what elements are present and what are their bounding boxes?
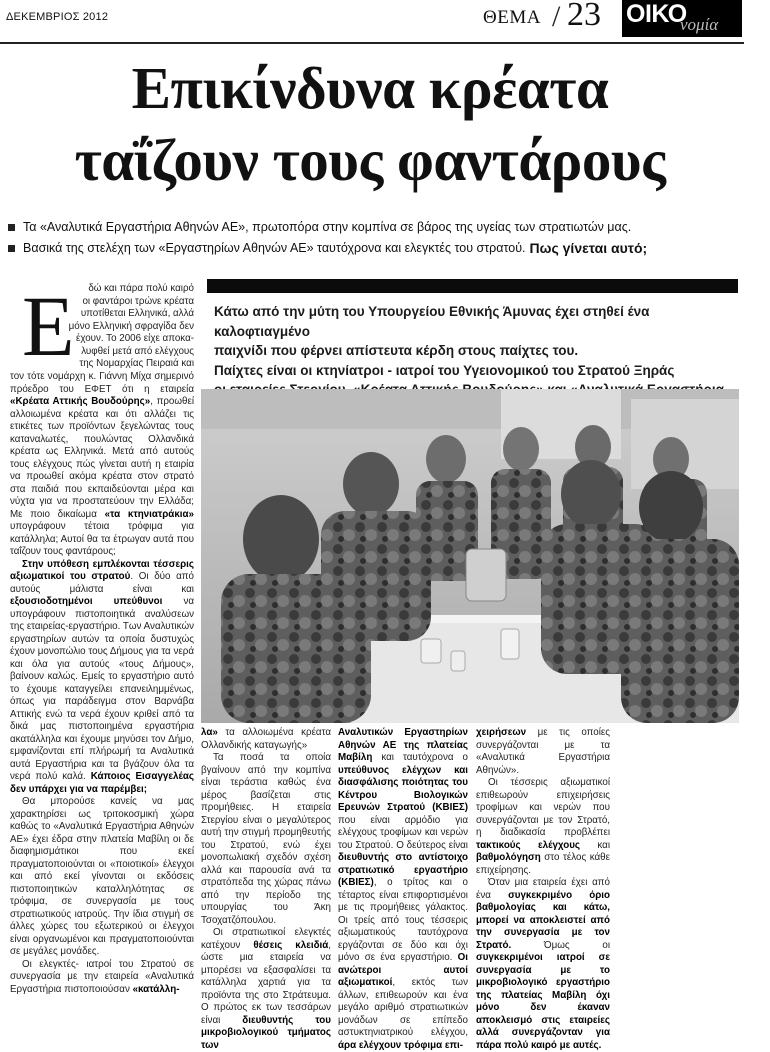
lead-line: Παίχτες είναι οι κτηνίατροι - ιατροί του Υγειονομικού του Στρατού Ξηράς: [214, 362, 675, 378]
section-logo: [622, 0, 742, 37]
text-run: . Οι δύο από αυτούς μάλιστα είναι και: [10, 571, 194, 595]
text-run: , ώστε μια εταιρεία να μπορέσει να εξασφαλίσει τα κατάλληλα χαρτιά για τα προϊόντα της στο Στράτευμα. Ο πρώτος εκ των τεσσάρων είναι: [201, 939, 331, 1026]
text-bold: Οι ανώτεροι αυτοί αξιωματικοί: [338, 952, 468, 988]
text-run: Όμως οι: [511, 939, 610, 951]
text-bold: συγκεκριμένοι ιατροί σε συνεργασία με το μικροβιολογικό εργαστήριο της πλατείας Μαβίλη όχι μόνο δεν έκαναν αποκλεισμό στις εταιρείες αλλά συνεργάζονταν για πάρα πολύ καιρό με αυτές.: [476, 952, 610, 1051]
lead-line: Κάτω από την μύτη του Υπουργείου Εθνικής Άμυνας έχει στηθεί ένα καλοφτιαγμένο: [214, 304, 650, 339]
lead-bar: [207, 279, 738, 293]
headline-line-1: Επικίνδυνα κρέατα: [131, 55, 609, 121]
text-bold: «τα κτηνιατράκια»: [104, 508, 194, 520]
paragraph: Θα μπορούσε κανείς να μας χαρακτηρίσει ως τριτοκοσμική χώρα καθώς το «Αναλυτικά Εργαστήρια Αθηνών ΑΕ» έχει έδρα στην πλατεία Μαβίλη οι δε διαφημισμάτικοι που εκεί πραγματοποιούνται οι «ποιοτικοί» έλεγχοι και από εκεί γίνονται οι εκδόσεις πιστοποιητικών καταλληλότητας σε τρόφιμα, σε συνεργασία με τους στρατιωτικούς ιατρούς. Την ίδια στιγμή σε άλλες χώρες του εξωτερικού οι έλεγχοι είναι οργανωμένοι και πραγματοποιούνται σε μεγάλες μονάδες.: [10, 796, 194, 957]
bullet-text: Τα «Αναλυτικά Εργαστήρια Αθηνών ΑΕ», πρωτοπόρα στην κομπίνα σε βάρος της υγείας των στρατιωτών μας.: [23, 220, 632, 234]
column-1-intro: [60, 283, 194, 371]
bullet-point: [8, 238, 768, 258]
text-run: με τις οποίες συνεργάζονται με τα «Αναλυτικά Εργαστήρια Αθηνών».: [476, 727, 610, 776]
text-run: , ο τρίτος και ο τέταρτος είναι επιφορτισμένοι με τις προμήθειες γάλακτος. Οι τρείς από τους τέσσερις αξιωματικούς ταυτόχρονα εργάζονται σε δύο και όχι μόνο σε ένα εργαστήριο.: [338, 877, 468, 963]
soldiers-photo-icon: [201, 389, 739, 723]
text-line: της Νομαρχίας Πειραιά και: [79, 358, 194, 369]
logo-secondary-text: νομία: [680, 15, 719, 34]
paragraph: Τα ποσά τα οποία βγαίνουν από την κομπίνα είναι τεράστια καθώς ένα μέρος βασίζεται στις προμήθειες. Η εταιρεία Στεργίου είναι ο μεγαλύτερος αυτή την στιγμή προμηθευτής του Στρατού, ενώ έχει μονοπωλιακή σχεδόν σχέση αλλά και παρουσία ανά τα στρατόπεδα της χώρας πάνω από την περίοδο της υπουργίας του Άκη Τσοχατζόπουλου.: [201, 752, 331, 926]
text-bold: Αναλυτικών Εργαστηρίων Αθηνών ΑΕ της πλατείας Μαβίλη: [338, 727, 468, 763]
headline-line-2: ταΐζουν τους φαντάρους: [74, 127, 666, 193]
page-number: 23: [567, 0, 601, 33]
text-line: δώ και πάρα πολύ καιρό: [88, 283, 194, 294]
text-run: , προωθεί αλλοιωμένα κρέατα και ότι αλλάζει τις ετικέτες των προϊόντων ξεγελώντας τους καταναλωτές, πουλώντας Ολλανδικά κρέατα ως Ελληνικά. Μετά από αυτούς τους ελέγχους πώς γίνεται αυτή η εταιρία να προωθεί ακόμα κρέατα στον στρατό στα παιδιά που εκπαιδεύονται μέρα και νύχτα για να προστατεύουν την Ελλάδα; Με ποιο δικαίωμα: [10, 396, 194, 520]
bullet-text: Βασικά της στελέχη των «Εργαστηρίων Αθηνών ΑΕ» ταυτόχρονα και ελεγκτές του στρατού.: [23, 241, 526, 255]
text-bold: συγκεκριμένο όριο βαθμολογίας και κάτω, μπορεί να αποκλειστεί από την συνεργασία με τον Στρατό.: [476, 889, 610, 951]
text-run: και ταυτόχρονα ο: [372, 752, 468, 763]
text-run: να υπογράφουν πιστοποιητικά αναλύσεων της εταιρείας-εργαστήριο. Των Αναλυτικών εργαστηρίων αυτών τα οποία δυστυχώς έχουν μονοπώλιο τους Δήμους για τα νερά και όλα για αυτούς «τους Δήμους», βαίνουν καλώς. Εμείς το εργαστήριο αυτό το έχουμε καταγγείλει επανειλημμένως, όπως για παράδειγμα στον Βαρνάβα Αττικής ενώ τα νερά έχουν κριθεί από τα δικά μας πιστοποιημένα εργαστήρια ακατάλληλα και έχουμε μηνύσει τον Δήμο, εμφανίζονται επί πλήρωμή τα Αναλυτικά αυτά Εργαστήρια και τα βγάζουν όλα τα νερά πολύ καλά.: [10, 596, 194, 782]
section-label: ΘΕΜΑ: [483, 7, 541, 28]
text-bold: θέσεις κλειδιά: [253, 939, 329, 951]
drop-cap: Ε: [22, 278, 75, 374]
header-rule: [0, 42, 744, 44]
column-4: [476, 727, 611, 1051]
text-bold: άρα ελέγχουν τρόφιμα επι-: [338, 1039, 463, 1051]
text-run: , εκτός των άλλων, επιθεωρούν και ένα μεγάλο αριθμό στρατιωτικών μονάδων σε επίπεδο αστυκτηνιατρικού ελέγχου,: [338, 977, 468, 1038]
bullet-point: [8, 217, 768, 237]
text-run: Οι ελεγκτές- ιατροί του Στρατού σε συνεργασία με την εταιρεία «Αναλυτικά Εργαστήρια πιστοποιούσαν: [10, 958, 194, 995]
text-bold: διευθυντής του μικροβιολογικού τμήματος των: [201, 1014, 331, 1051]
text-line: λυφθεί μετά από ελέγχους: [81, 345, 194, 357]
text-bold: βαθμολόγηση: [476, 852, 541, 863]
text-bold: Κάποιος Εισαγγελέας δεν υπάρχει για να παρέμβει;: [10, 771, 194, 795]
text-run: υπογράφουν τέτοια τρόφιμα για κατάλληλα; Αυτοί θα τα έτρωγαν αυτά που ταΐζουν τους φαντάρους;: [10, 521, 194, 557]
text-bold: τακτικούς ελέγχους: [476, 839, 581, 851]
text-run: τον τότε νομάρχη κ. Γιάννη Μίχα σημερινό πρόεδρο του ΕΦΕΤ ότι η εταιρεία: [10, 371, 194, 395]
text-run: και: [580, 839, 611, 851]
column-3: [338, 727, 468, 1051]
text-bold: εξουσιοδοτημένοι υπεύθυνοι: [10, 596, 163, 607]
text-bold: «Κρέατα Αττικής Βουδούρης»: [10, 396, 151, 407]
text-run: Οι στρατιωτικοί ελεγκτές κατέχουν: [201, 927, 331, 951]
headline: [10, 52, 730, 196]
text-bold: Στην υπόθεση εμπλέκονται τέσσερις αξιωματικοί του στρατού: [10, 558, 194, 582]
text-line: οι φαντάροι τρώνε κρέατα: [82, 295, 194, 307]
column-1-body: [10, 371, 194, 995]
text-bold: «κατάλλη-: [132, 983, 180, 995]
section-slash: /: [552, 0, 561, 33]
soldiers-photo: [201, 389, 739, 723]
text-run: που είναι αρμόδιο για ελέγχους τροφίμων και νερών του Στρατού. Ο δεύτερος είναι: [338, 814, 468, 851]
text-run: στο τέλος κάθε επιχείρησης.: [476, 852, 610, 876]
issue-date: ΔΕΚΕΜΒΡΙΟΣ 2012: [6, 11, 109, 23]
text-run: Οι τέσσερις αξιωματικοί επιθεωρούν επιχειρήσεις τροφίμων και νερών που συνεργάζονται με τον Στρατό, η διαδικασία προβλέπει: [476, 777, 610, 838]
text-line: υποτίθεται Ελληνικά, αλλά: [80, 308, 194, 319]
bullet-emphasis: Πως γίνεται αυτό;: [529, 240, 648, 256]
text-run: τα αλλοιωμένα κρέατα Ολλανδικής καταγωγής»: [201, 727, 331, 751]
text-bold: χειρήσεων: [476, 727, 527, 738]
square-bullet-icon: [8, 245, 15, 252]
column-2: [201, 727, 331, 1051]
text-run: Όταν μια εταιρεία έχει από ένα: [476, 877, 610, 901]
logo-primary-text: ΟΙΚΟ: [626, 0, 687, 28]
text-bold: διευθυντής στο αντίστοιχο στρατιωτικό εργαστήριο (ΚΒΙΕΣ): [338, 852, 468, 888]
text-bold: υπεύθυνος ελέγχων και διασφάλισης ποιότητας του Κέντρου Βιολογικών Ερευνών Στρατού (ΚΒΙΕΣ): [338, 764, 468, 813]
text-bold: λα»: [201, 727, 218, 738]
square-bullet-icon: [8, 224, 15, 231]
lead-line: παιχνίδι που φέρνει απίστευτα κέρδη στους παίχτες του.: [214, 343, 579, 358]
text-line: μόνο Ελληνική σφραγίδα δεν: [68, 320, 194, 332]
text-line: έχουν. Το 2006 είχε αποκα-: [75, 333, 194, 344]
